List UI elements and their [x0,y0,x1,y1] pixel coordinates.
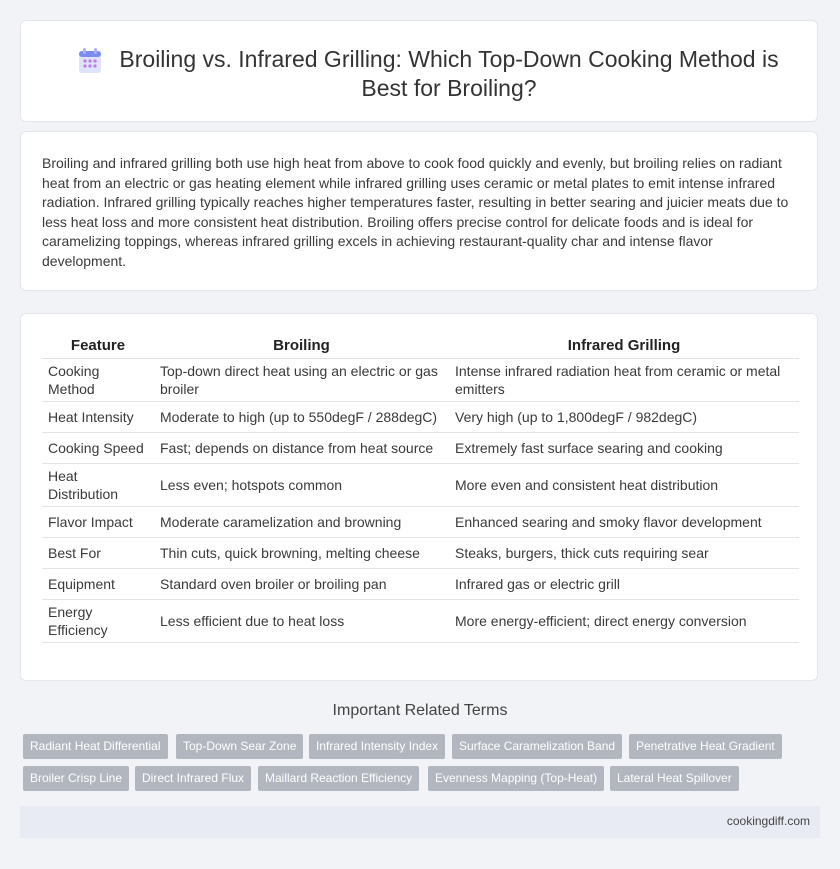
table-cell: Standard oven broiler or broiling pan [154,569,449,600]
table-cell: Heat Intensity [42,402,154,433]
table-cell: Heat Distribution [42,464,154,507]
related-term-tag[interactable]: Top-Down Sear Zone [176,734,303,759]
table-row [42,433,799,464]
table-row [42,507,799,538]
comparison-card [20,313,818,681]
related-term-tag[interactable]: Radiant Heat Differential [23,734,168,759]
table-cell: More energy-efficient; direct energy conversion [449,600,799,643]
table-cell: Cooking Method [42,359,154,402]
table-cell: Less even; hotspots common [154,464,449,507]
table-cell: Best For [42,538,154,569]
table-cell: Energy Efficiency [42,600,154,643]
related-term-tag[interactable]: Lateral Heat Spillover [610,766,739,791]
table-cell: Moderate to high (up to 550degF / 288degC) [154,402,449,433]
table-cell: Equipment [42,569,154,600]
table-row [42,600,799,643]
table-row [42,569,799,600]
related-term-tag[interactable]: Penetrative Heat Gradient [629,734,782,759]
related-term-tag[interactable]: Direct Infrared Flux [135,766,251,791]
table-header-broiling: Broiling [154,332,449,359]
table-cell: Fast; depends on distance from heat source [154,433,449,464]
table-cell: More even and consistent heat distribution [449,464,799,507]
related-term-tag[interactable]: Maillard Reaction Efficiency [258,766,419,791]
table-header-feature: Feature [42,332,154,359]
table-cell: Extremely fast surface searing and cooking [449,433,799,464]
table-row [42,538,799,569]
table-cell: Top-down direct heat using an electric or gas broiler [154,359,449,402]
comparison-table [42,332,799,643]
table-cell: Thin cuts, quick browning, melting cheese [154,538,449,569]
table-cell: Less efficient due to heat loss [154,600,449,643]
table-cell: Very high (up to 1,800degF / 982degC) [449,402,799,433]
intro-paragraph: Broiling and infrared grilling both use high heat from above to cook food quickly and evenly, but broiling relies on radiant heat from an electric or gas heating element while infrared grilling uses ceramic or metal plates to emit intense infrared radiation. Infrared grilling typically reaches higher temperatures faster, resulting in better searing and juicier meats due to less heat loss and more consistent heat distribution. Broiling offers precise control for delicate foods and is ideal for caramelizing toppings, whereas infrared grilling excels in achieving restaurant-quality char and intense flavor development. [42,155,789,269]
footer-site[interactable]: cookingdiff.com [726,814,810,828]
table-cell: Steaks, burgers, thick cuts requiring sear [449,538,799,569]
table-cell: Intense infrared radiation heat from ceramic or metal emitters [449,359,799,402]
title-card [20,20,818,122]
related-term-tag[interactable]: Surface Caramelization Band [452,734,622,759]
related-term-tag[interactable]: Broiler Crisp Line [23,766,129,791]
calendar-grid-icon [78,48,102,74]
table-cell: Enhanced searing and smoky flavor development [449,507,799,538]
page-title: Broiling vs. Infrared Grilling: Which Top-Down Cooking Method is Best for Broiling? [119,46,779,101]
table-row [42,359,799,402]
table-row [42,464,799,507]
related-terms-title: Important Related Terms [332,702,508,719]
table-cell: Flavor Impact [42,507,154,538]
table-cell: Cooking Speed [42,433,154,464]
related-term-tag[interactable]: Infrared Intensity Index [309,734,445,759]
table-header-infrared: Infrared Grilling [449,332,799,359]
table-cell: Moderate caramelization and browning [154,507,449,538]
table-row [42,402,799,433]
related-term-tag[interactable]: Evenness Mapping (Top-Heat) [428,766,604,791]
footer [20,806,820,838]
table-cell: Infrared gas or electric grill [449,569,799,600]
intro-card [20,131,818,291]
